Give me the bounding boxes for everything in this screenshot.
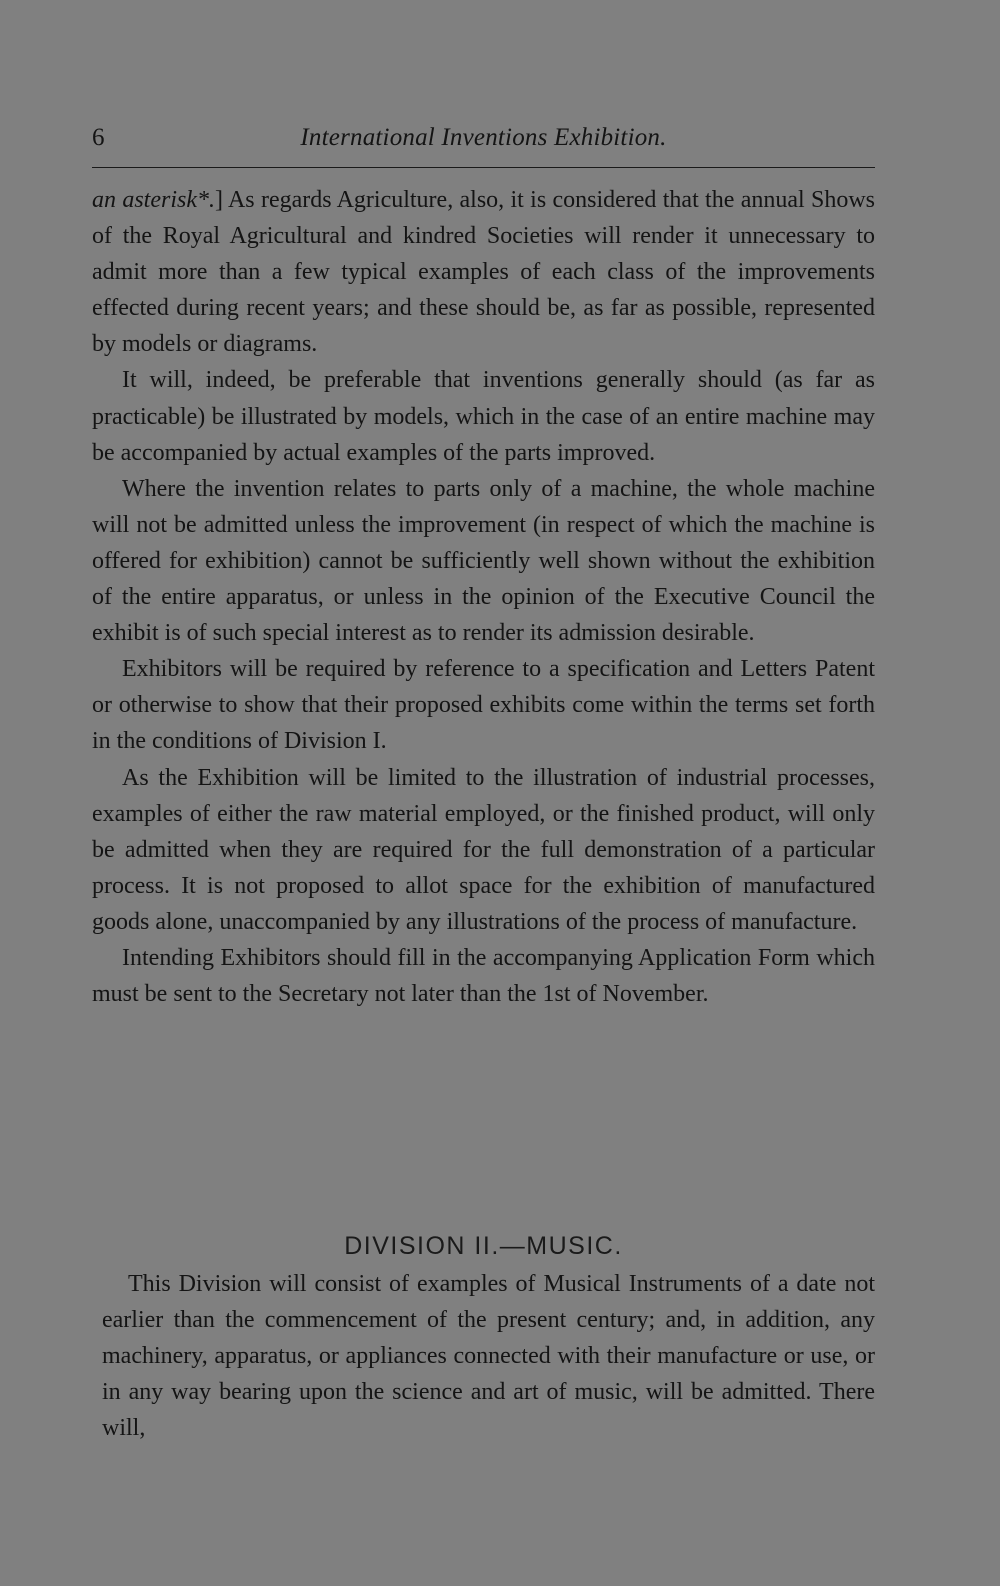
body-text <box>92 182 875 1012</box>
paragraph-parts: Where the invention relates to parts only of a machine, the whole machine will not be admitted unless the improvement (in respect of which the machine is offered for exhibition) cannot be sufficiently well shown without the exhibition of the entire apparatus, or unless in the opinion of the Executive Council the exhibit is of such special interest as to render its admission desirable. <box>92 475 875 647</box>
paragraph-processes: As the Exhibition will be limited to the illustration of industrial processes, examples of either the raw material employed, or the finished product, will only be admitted when they are required for the full demonstration of a particular process. It is not proposed to allot space for the exhibition of manufactured goods alone, unaccompanied by any illustrations of the process of manufacture. <box>92 764 875 935</box>
running-head <box>92 118 875 158</box>
paragraph-letters-patent: Exhibitors will be required by reference to a specification and Letters Patent or otherwise to show that their proposed exhibits come within the terms set forth in the conditions of Division I. <box>92 656 875 755</box>
division-heading: DIVISION II.—MUSIC. <box>344 1232 623 1260</box>
paragraph-agriculture <box>92 182 875 362</box>
page-number: 6 <box>92 124 105 151</box>
paragraph-application: Intending Exhibitors should fill in the accompanying Application Form which must be sent to the Secretary not later than the 1st of November. <box>92 944 875 1008</box>
paragraph-music: This Division will consist of examples of Musical Instruments of a date not earlier than the commencement of the present century; and, in addition, any machinery, apparatus, or appliances connected with their manufacture or use, or in any way bearing upon the science and art of music, will be admitted. There will, <box>102 1271 875 1442</box>
division-text <box>102 1266 875 1446</box>
paragraph-agriculture-text: ] As regards Agriculture, also, it is considered that the annual Shows of the Royal Agricultural and kindred Societies will render it unnecessary to admit more than a few typical examples of each class of the improvements effected during recent years; and these should be, as far as possible, represented by models or diagrams. <box>92 187 875 358</box>
paragraph-models: It will, indeed, be preferable that inventions generally should (as far as practicable) be illustrated by models, which in the case of an entire machine may be accompanied by actual examples of the parts improved. <box>92 367 875 466</box>
header-rule <box>92 167 875 168</box>
running-title: International Inventions Exhibition. <box>300 124 667 151</box>
asterisk-note: an asterisk*. <box>92 187 215 213</box>
